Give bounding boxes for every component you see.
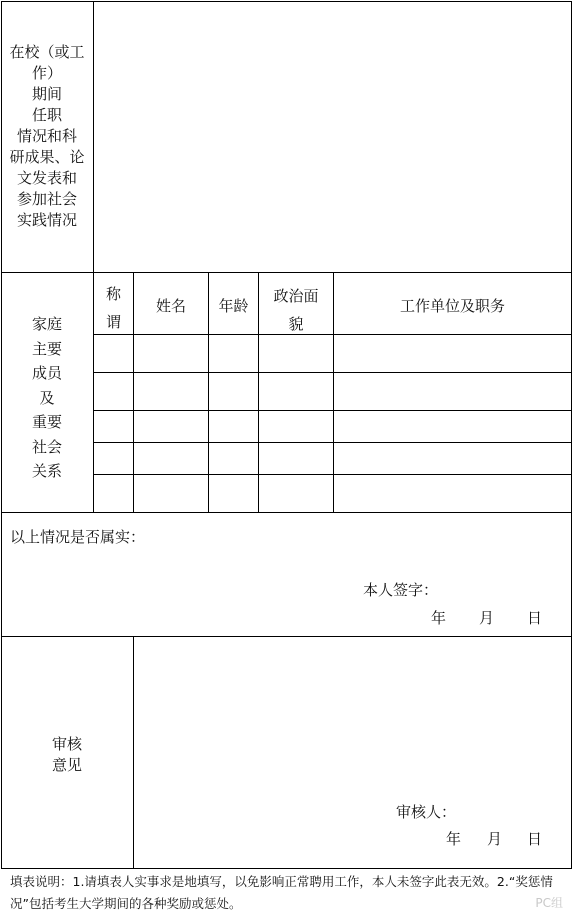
name-cell[interactable] <box>134 411 208 442</box>
table-border-bottom <box>1 868 572 869</box>
employer-cell[interactable] <box>334 335 571 372</box>
age-cell[interactable] <box>209 475 258 512</box>
review-label: 审核 意见 <box>51 735 82 774</box>
political-status-cell[interactable] <box>259 475 333 512</box>
watermark: PC组 <box>535 896 563 910</box>
activities-label: 在校（或工 作） 期间 任职 情况和科 研成果、论 文发表和 参加社会 实践情况 <box>9 43 85 229</box>
age-cell[interactable] <box>209 443 258 474</box>
header-relation: 称 谓 <box>105 285 121 331</box>
section-divider <box>1 272 572 273</box>
signature-date-year: 年 <box>431 609 447 627</box>
header-employer-position: 工作单位及职务 <box>399 297 505 315</box>
relation-cell[interactable] <box>94 475 133 512</box>
employer-cell[interactable] <box>334 411 571 442</box>
political-status-cell[interactable] <box>259 443 333 474</box>
age-cell[interactable] <box>209 411 258 442</box>
name-cell[interactable] <box>134 373 208 410</box>
reviewer-label: 审核人： <box>396 803 457 821</box>
political-status-cell[interactable] <box>259 373 333 410</box>
section-divider <box>1 512 572 513</box>
table-border-right <box>571 1 572 868</box>
review-date-year: 年 <box>446 830 462 848</box>
employer-cell[interactable] <box>334 373 571 410</box>
activities-content-area[interactable] <box>94 2 571 272</box>
form-instructions: 填表说明：1.请填表人实事求是地填写，以免影响正常聘用工作，本人未签字此表无效。2.“奖惩情况”包括考生大学期间的各种奖励或惩处。 <box>10 874 553 911</box>
age-cell[interactable] <box>209 335 258 372</box>
relation-cell[interactable] <box>94 411 133 442</box>
header-name: 姓名 <box>155 297 186 315</box>
review-date-month: 月 <box>487 830 503 848</box>
signature-label: 本人签字： <box>363 581 439 599</box>
employer-cell[interactable] <box>334 443 571 474</box>
relation-cell[interactable] <box>94 373 133 410</box>
age-cell[interactable] <box>209 373 258 410</box>
header-political-status: 政治面 貌 <box>273 287 319 333</box>
review-date-day: 日 <box>527 830 543 848</box>
signature-date-month: 月 <box>479 609 495 627</box>
family-label: 家庭 主要 成员 及 重要 社会 关系 <box>31 315 62 480</box>
review-content-area[interactable] <box>134 637 571 797</box>
relation-cell[interactable] <box>94 443 133 474</box>
political-status-cell[interactable] <box>259 411 333 442</box>
relation-cell[interactable] <box>94 335 133 372</box>
employer-cell[interactable] <box>334 475 571 512</box>
political-status-cell[interactable] <box>259 335 333 372</box>
signature-date-day: 日 <box>527 609 543 627</box>
truth-question: 以上情况是否属实： <box>10 528 146 546</box>
name-cell[interactable] <box>134 475 208 512</box>
name-cell[interactable] <box>134 443 208 474</box>
header-age: 年龄 <box>218 297 249 315</box>
name-cell[interactable] <box>134 335 208 372</box>
